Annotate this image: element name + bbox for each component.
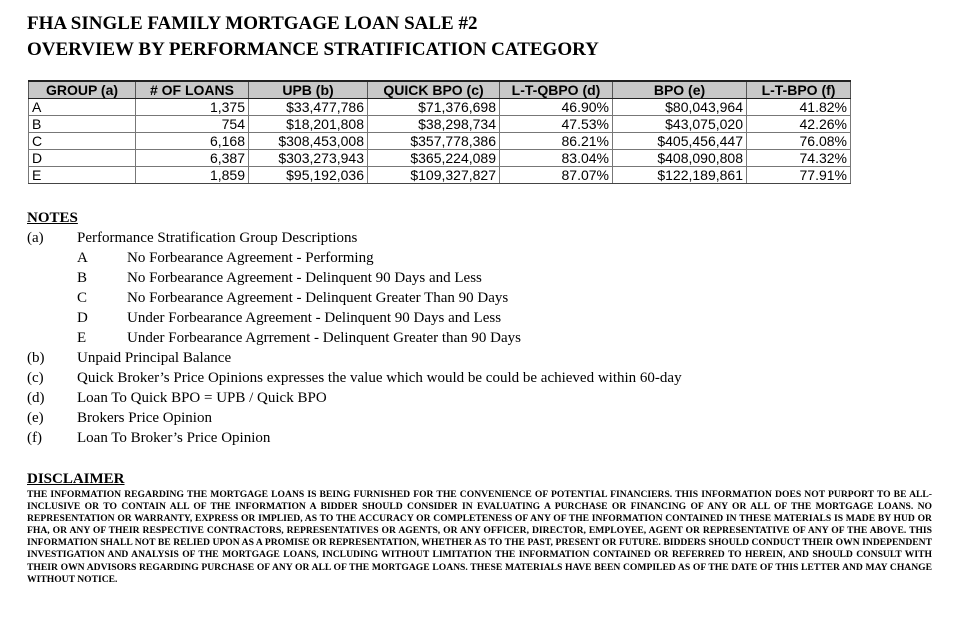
cell-quick-bpo: $38,298,734 bbox=[368, 116, 500, 133]
table-header-row bbox=[29, 81, 851, 99]
note-text: Brokers Price Opinion bbox=[77, 410, 212, 426]
table-row bbox=[29, 116, 851, 133]
cell-ltbpo: 41.82% bbox=[747, 99, 851, 116]
cell-loans: 1,375 bbox=[136, 99, 249, 116]
table-row bbox=[29, 99, 851, 116]
group-description bbox=[27, 248, 374, 268]
cell-ltbpo: 74.32% bbox=[747, 150, 851, 167]
note-item bbox=[27, 368, 682, 388]
column-header-bpo: BPO (e) bbox=[613, 81, 747, 99]
group-key: A bbox=[77, 250, 88, 266]
cell-loans: 1,859 bbox=[136, 167, 249, 184]
note-key: (d) bbox=[27, 390, 45, 406]
cell-upb: $308,453,008 bbox=[249, 133, 368, 150]
group-text: Under Forbearance Agrrement - Delinquent Greater than 90 Days bbox=[127, 330, 522, 346]
cell-upb: $33,477,786 bbox=[249, 99, 368, 116]
group-key: D bbox=[77, 310, 88, 326]
disclaimer-heading: DISCLAIMER bbox=[27, 471, 125, 487]
cell-group: D bbox=[29, 150, 136, 167]
cell-quick-bpo: $365,224,089 bbox=[368, 150, 500, 167]
cell-ltqbpo: 47.53% bbox=[500, 116, 613, 133]
loan-overview-table bbox=[28, 80, 851, 184]
cell-bpo: $408,090,808 bbox=[613, 150, 747, 167]
note-text: Loan To Broker’s Price Opinion bbox=[77, 430, 271, 446]
note-key: (f) bbox=[27, 430, 42, 446]
note-key: (a) bbox=[27, 230, 44, 246]
cell-bpo: $43,075,020 bbox=[613, 116, 747, 133]
column-header-upb: UPB (b) bbox=[249, 81, 368, 99]
cell-group: E bbox=[29, 167, 136, 184]
disclaimer-text: THE INFORMATION REGARDING THE MORTGAGE LOANS IS BEING FURNISHED FOR THE CONVENIENCE OF POTENTIAL FINANCIERS. THIS INFORMATION DOES NOT PURPORT TO BE ALL-INCLUSIVE OR TO CONTAIN ALL OF THE INFORMATION A BIDDER SHOULD CONSIDER IN EVALUATING A PURCHASE OR FINANCING OF ANY OR ALL OF THE MORTGAGE LOANS. NO REPRESENTATION OR WARRANTY, EXPRESS OR IMPLIED, AS TO THE ACCURACY OR COMPLETENESS OF ANY OF THE INFORMATION CONTAINED IN THESE MATERIALS IS MADE BY HUD OR FHA, OR ANY OF THEIR RESPECTIVE CONTRACTORS, REPRESENTATIVES OR AGENTS, OR ANY OFFICER, DIRECTOR, EMPLOYEE, AGENT OR REPRESENTATIVE OF ANY OF THE ABOVE. THIS INFORMATION SHALL NOT BE RELIED UPON AS A PROMISE OR REPRESENTATION, WHETHER AS TO THE PAST, PRESENT OR FUTURE. BIDDERS SHOULD CONDUCT THEIR OWN INDEPENDENT INVESTIGATION AND ANALYSIS OF THE MORTGAGE LOANS, INCLUDING WITHOUT LIMITATION THE INFORMATION CONTAINED OR REFERRED TO HEREIN, AND SHOULD CONSULT WITH THEIR OWN ADVISORS REGARDING PURCHASE OF ANY OR ALL OF THE MORTGAGE LOANS. THESE MATERIALS HAVE BEEN COMPILED AS OF THE DATE OF THIS LETTER AND MAY CHANGE WITHOUT NOTICE. bbox=[27, 489, 932, 585]
group-text: Under Forbearance Agreement - Delinquent 90 Days and Less bbox=[127, 310, 502, 326]
group-key: E bbox=[77, 330, 87, 346]
note-item bbox=[27, 428, 271, 448]
note-key: (c) bbox=[27, 370, 44, 386]
group-description bbox=[27, 288, 509, 308]
column-header-ltqbpo: L-T-QBPO (d) bbox=[500, 81, 613, 99]
cell-ltbpo: 76.08% bbox=[747, 133, 851, 150]
cell-ltqbpo: 86.21% bbox=[500, 133, 613, 150]
cell-ltbpo: 77.91% bbox=[747, 167, 851, 184]
table-row bbox=[29, 150, 851, 167]
column-header-loans: # OF LOANS bbox=[136, 81, 249, 99]
cell-ltqbpo: 83.04% bbox=[500, 150, 613, 167]
notes-heading: NOTES bbox=[27, 210, 78, 226]
note-text: Performance Stratification Group Descriptions bbox=[77, 230, 358, 246]
group-key: B bbox=[77, 270, 88, 286]
page-subtitle: OVERVIEW BY PERFORMANCE STRATIFICATION CATEGORY bbox=[27, 39, 599, 60]
column-header-group: GROUP (a) bbox=[29, 81, 136, 99]
note-item bbox=[27, 408, 212, 428]
note-text: Unpaid Principal Balance bbox=[77, 350, 232, 366]
cell-loans: 6,168 bbox=[136, 133, 249, 150]
cell-quick-bpo: $109,327,827 bbox=[368, 167, 500, 184]
group-key: C bbox=[77, 290, 88, 306]
cell-bpo: $80,043,964 bbox=[613, 99, 747, 116]
notes-section bbox=[27, 208, 682, 448]
group-description bbox=[27, 328, 522, 348]
note-item bbox=[27, 388, 327, 408]
cell-upb: $18,201,808 bbox=[249, 116, 368, 133]
column-header-quick-bpo: QUICK BPO (c) bbox=[368, 81, 500, 99]
disclaimer-section bbox=[27, 470, 932, 586]
group-description bbox=[27, 308, 502, 328]
cell-group: C bbox=[29, 133, 136, 150]
table-row bbox=[29, 133, 851, 150]
page-title: FHA SINGLE FAMILY MORTGAGE LOAN SALE #2 bbox=[27, 13, 478, 34]
table-row bbox=[29, 167, 851, 184]
cell-upb: $303,273,943 bbox=[249, 150, 368, 167]
group-text: No Forbearance Agreement - Delinquent 90 Days and Less bbox=[127, 270, 482, 286]
cell-ltqbpo: 46.90% bbox=[500, 99, 613, 116]
note-item bbox=[27, 348, 232, 368]
cell-upb: $95,192,036 bbox=[249, 167, 368, 184]
note-key: (e) bbox=[27, 410, 44, 426]
note-text: Loan To Quick BPO = UPB / Quick BPO bbox=[77, 390, 327, 406]
cell-quick-bpo: $357,778,386 bbox=[368, 133, 500, 150]
cell-loans: 754 bbox=[136, 116, 249, 133]
cell-ltqbpo: 87.07% bbox=[500, 167, 613, 184]
cell-bpo: $122,189,861 bbox=[613, 167, 747, 184]
cell-group: B bbox=[29, 116, 136, 133]
group-text: No Forbearance Agreement - Performing bbox=[127, 250, 374, 266]
cell-quick-bpo: $71,376,698 bbox=[368, 99, 500, 116]
cell-ltbpo: 42.26% bbox=[747, 116, 851, 133]
column-header-ltbpo: L-T-BPO (f) bbox=[747, 81, 851, 99]
cell-group: A bbox=[29, 99, 136, 116]
note-text: Quick Broker’s Price Opinions expresses the value which would be could be achieved within 60-day bbox=[77, 370, 682, 386]
cell-bpo: $405,456,447 bbox=[613, 133, 747, 150]
note-item bbox=[27, 228, 358, 248]
group-description bbox=[27, 268, 482, 288]
cell-loans: 6,387 bbox=[136, 150, 249, 167]
note-key: (b) bbox=[27, 350, 45, 366]
group-text: No Forbearance Agreement - Delinquent Greater Than 90 Days bbox=[127, 290, 509, 306]
